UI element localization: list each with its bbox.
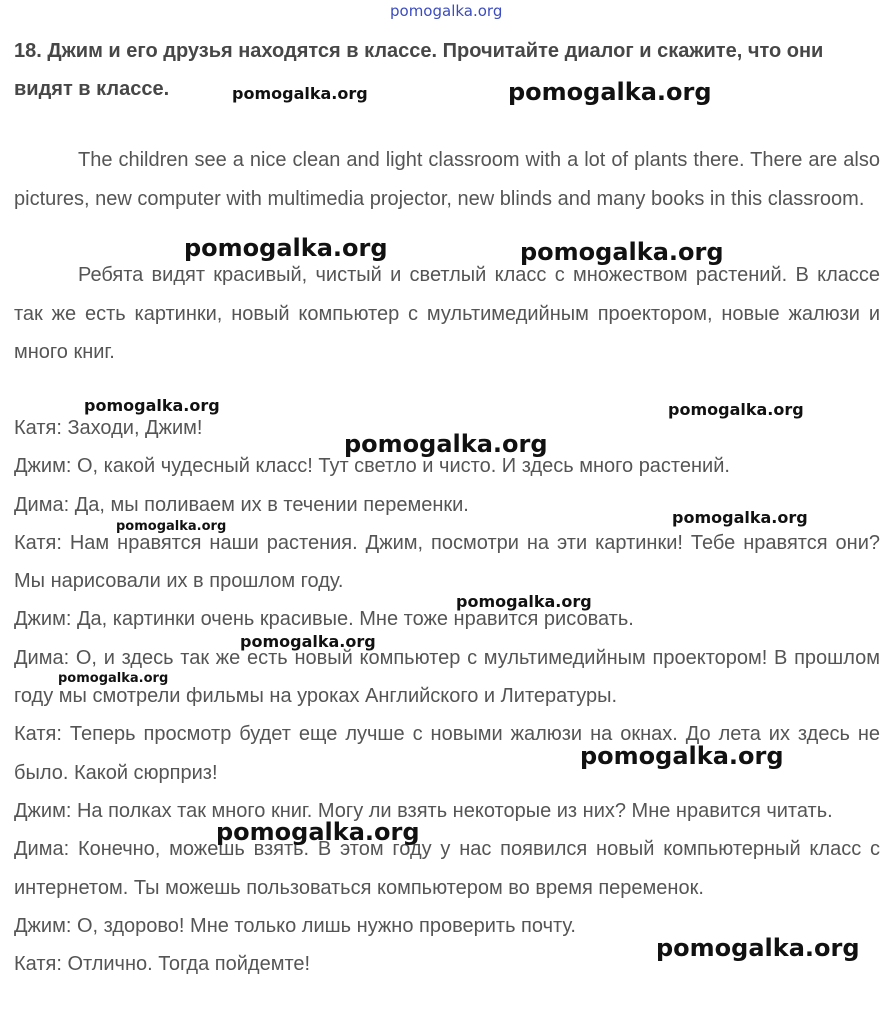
dialog-line: Джим: О, какой чудесный класс! Тут светло и чисто. И здесь много растений. (14, 455, 730, 478)
watermark: pomogalka.org (216, 818, 420, 846)
dialog-line: Дима: Конечно, можешь взять. В этом году у нас появился новый компьютерный класс с интернетом. Ты можешь пользоваться компьютером во время переменок. (14, 838, 880, 899)
watermark: pomogalka.org (240, 632, 376, 651)
watermark: pomogalka.org (344, 430, 548, 458)
watermark: pomogalka.org (84, 396, 220, 415)
watermark: pomogalka.org (672, 508, 808, 527)
dialog-line: Катя: Отлично. Тогда пойдемте! (14, 953, 311, 976)
watermark: pomogalka.org (580, 742, 784, 770)
header-watermark[interactable]: pomogalka.org (390, 2, 503, 20)
watermark: pomogalka.org (508, 78, 712, 106)
watermark: pomogalka.org (58, 671, 169, 686)
answer-russian: Ребята видят красивый, чистый и светлый класс с множеством растений. В классе так же есть картинки, новый компьютер с мультимедийным проектором, новые жалюзи и много книг. (14, 264, 880, 363)
watermark: pomogalka.org (668, 400, 804, 419)
dialog-line: Джим: На полках так много книг. Могу ли взять некоторые из них? Мне нравится читать. (14, 799, 833, 822)
dialog-line: Катя: Теперь просмотр будет еще лучше с новыми жалюзи на окнах. До лета их здесь не было. Какой сюрприз! (14, 723, 880, 784)
watermark: pomogalka.org (456, 592, 592, 611)
dialog-line: Катя: Нам нравятся наши растения. Джим, посмотри на эти картинки! Тебе нравятся они? Мы нарисовали их в прошлом году. (14, 531, 880, 593)
dialog-line: Дима: Да, мы поливаем их в течении переменки. (14, 493, 469, 516)
watermark: pomogalka.org (656, 934, 860, 962)
watermark: pomogalka.org (520, 238, 724, 266)
dialog-line: Джим: Да, картинки очень красивые. Мне тоже нравится рисовать. (14, 608, 634, 631)
dialog-line: Джим: О, здорово! Мне только лишь нужно проверить почту. (14, 914, 576, 937)
watermark: pomogalka.org (232, 84, 368, 103)
dialog-line: Дима: О, и здесь так же есть новый компьютер с мультимедийным проектором! В прошлом году мы смотрели фильмы на уроках Английского и Литературы. (14, 646, 880, 708)
task-title: 18. Джим и его друзья находятся в классе. Прочитайте диалог и скажите, что они видят в классе. (14, 40, 824, 100)
watermark: pomogalka.org (184, 234, 388, 262)
dialog-list (14, 409, 880, 983)
watermark: pomogalka.org (116, 519, 227, 534)
dialog-line: Катя: Заходи, Джим! (14, 417, 203, 439)
answer-english: The children see a nice clean and light classroom with a lot of plants there. There are also pictures, new computer with multimedia projector, new blinds and many books in this classroom. (14, 149, 880, 210)
